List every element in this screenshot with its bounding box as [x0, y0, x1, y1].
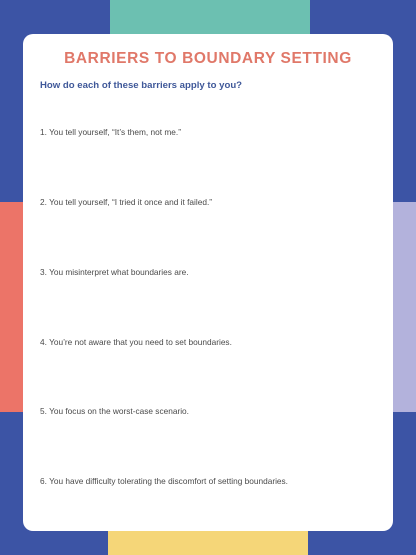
barrier-item-2: 2. You tell yourself, “I tried it once and it failed.” — [40, 197, 213, 207]
worksheet-card — [23, 34, 393, 531]
barrier-item-6: 6. You have difficulty tolerating the discomfort of setting boundaries. — [40, 476, 288, 486]
teal-stripe — [110, 0, 310, 38]
worksheet-question: How do each of these barriers apply to you? — [40, 80, 243, 91]
barrier-item-3: 3. You misinterpret what boundaries are. — [40, 267, 189, 277]
worksheet-title: BARRIERS TO BOUNDARY SETTING — [64, 50, 352, 67]
barrier-item-1: 1. You tell yourself, “It’s them, not me.” — [40, 127, 181, 137]
yellow-stripe — [108, 529, 308, 555]
barrier-item-4: 4. You’re not aware that you need to set boundaries. — [40, 337, 232, 347]
barrier-item-5: 5. You focus on the worst-case scenario. — [40, 406, 189, 416]
